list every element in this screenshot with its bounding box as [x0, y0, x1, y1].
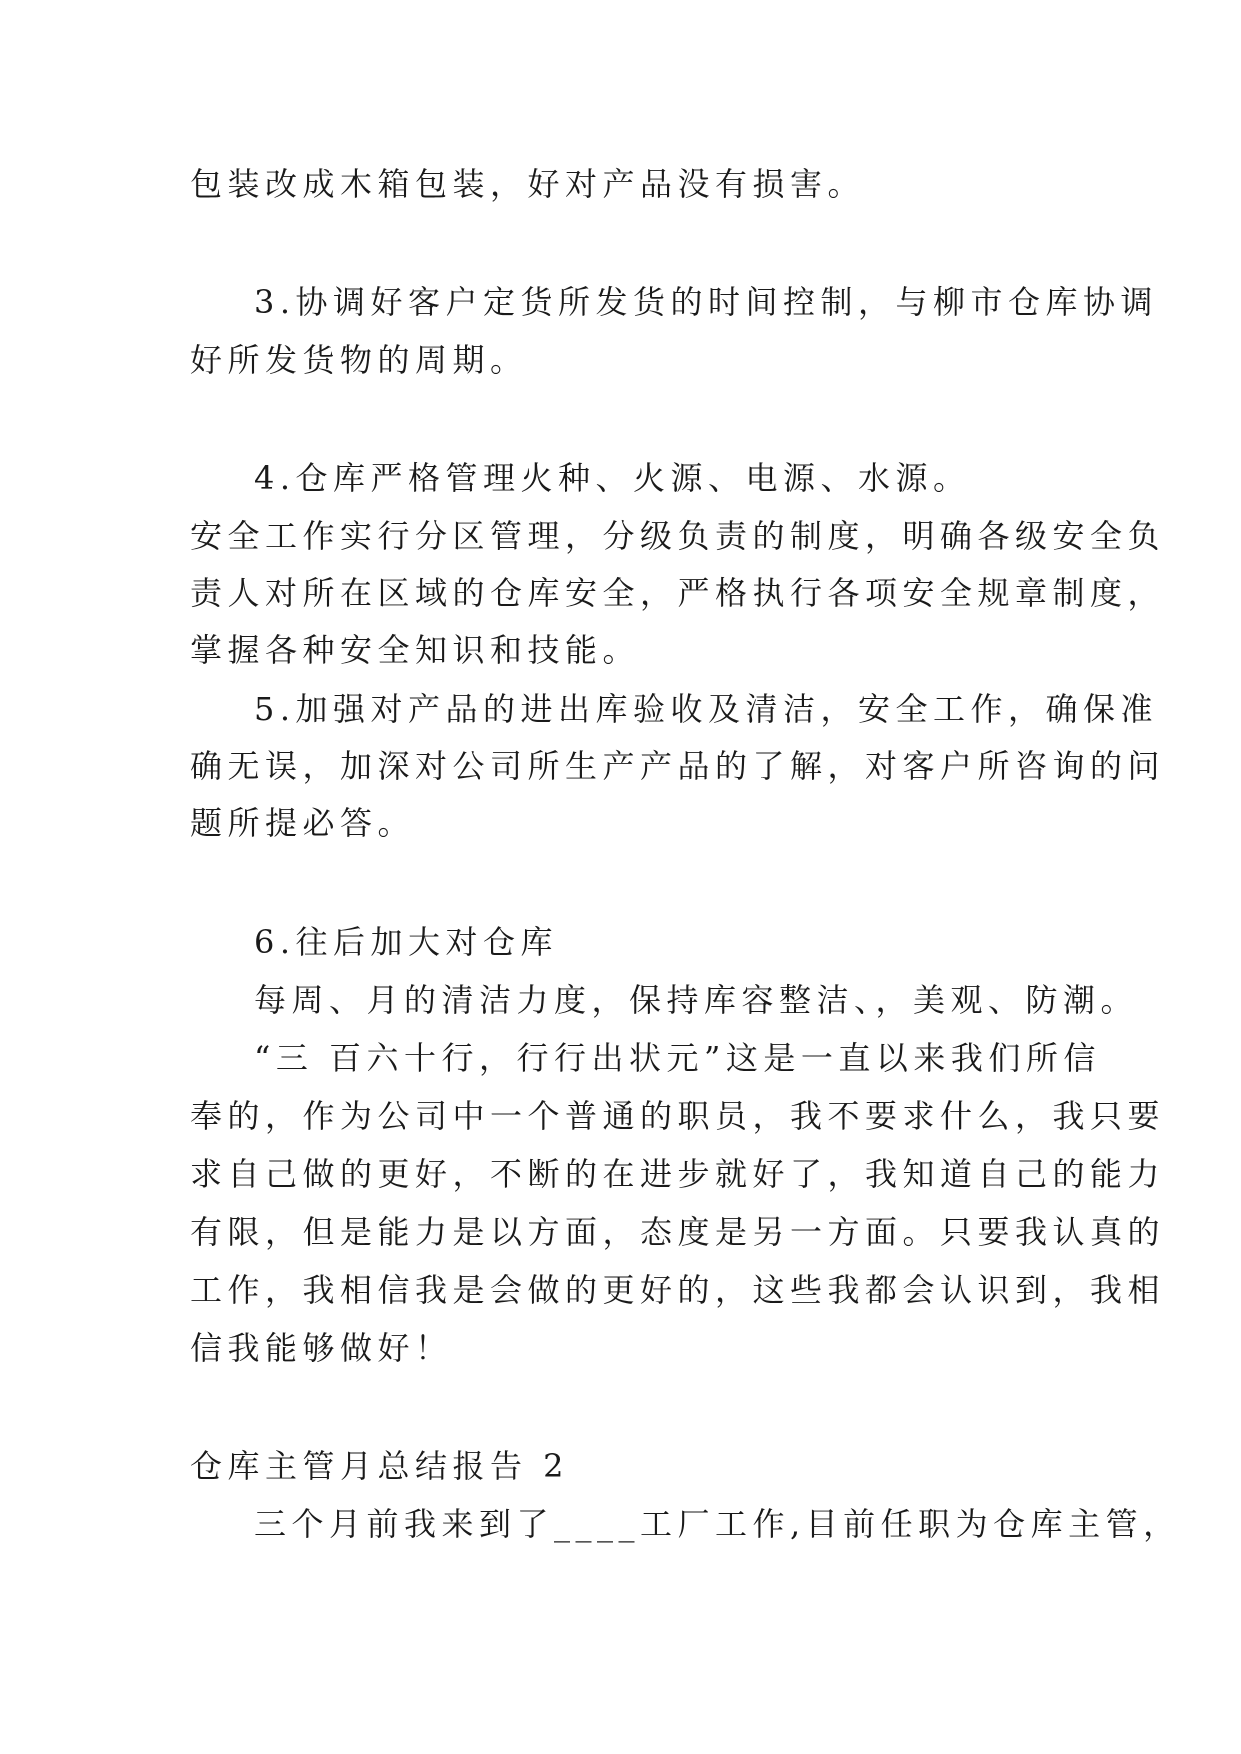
paragraph-line: 确无误，加深对公司所生产产品的了解，对客户所咨询的问	[190, 747, 1166, 785]
section-title: 仓库主管月总结报告 2	[190, 1447, 570, 1485]
list-item-5: 5.加强对产品的进出库验收及清洁，安全工作，确保准	[254, 690, 1159, 728]
paragraph-line: 每周、月的清洁力度，保持库容整洁、，美观、防潮。	[254, 981, 1139, 1019]
paragraph-line: 责人对所在区域的仓库安全，严格执行各项安全规章制度，	[190, 574, 1166, 612]
paragraph-line: 好所发货物的周期。	[190, 341, 528, 379]
list-item-4: 4.仓库严格管理火种、火源、电源、水源。	[254, 459, 971, 497]
paragraph-line: “三 百六十行，行行出状元”这是一直以来我们所信	[254, 1039, 1101, 1077]
paragraph-line: 掌握各种安全知识和技能。	[190, 631, 641, 669]
paragraph-line: 有限，但是能力是以方面，态度是另一方面。只要我认真的	[190, 1213, 1166, 1251]
list-item-3: 3.协调好客户定货所发货的时间控制，与柳市仓库协调	[254, 283, 1159, 321]
paragraph-line: 求自己做的更好，不断的在进步就好了，我知道自己的能力	[190, 1155, 1166, 1193]
list-item-6: 6.往后加大对仓库	[254, 923, 559, 961]
paragraph-line: 包装改成木箱包装，好对产品没有损害。	[190, 165, 866, 203]
paragraph-line: 安全工作实行分区管理，分级负责的制度，明确各级安全负	[190, 517, 1166, 555]
paragraph-line: 信我能够做好！	[190, 1329, 453, 1367]
paragraph-line: 工作，我相信我是会做的更好的，这些我都会认识到，我相	[190, 1271, 1166, 1309]
paragraph-line: 三个月前我来到了____工厂工作,目前任职为仓库主管，	[254, 1505, 1181, 1543]
paragraph-line: 题所提必答。	[190, 804, 416, 842]
paragraph-line: 奉的，作为公司中一个普通的职员，我不要求什么，我只要	[190, 1097, 1166, 1135]
